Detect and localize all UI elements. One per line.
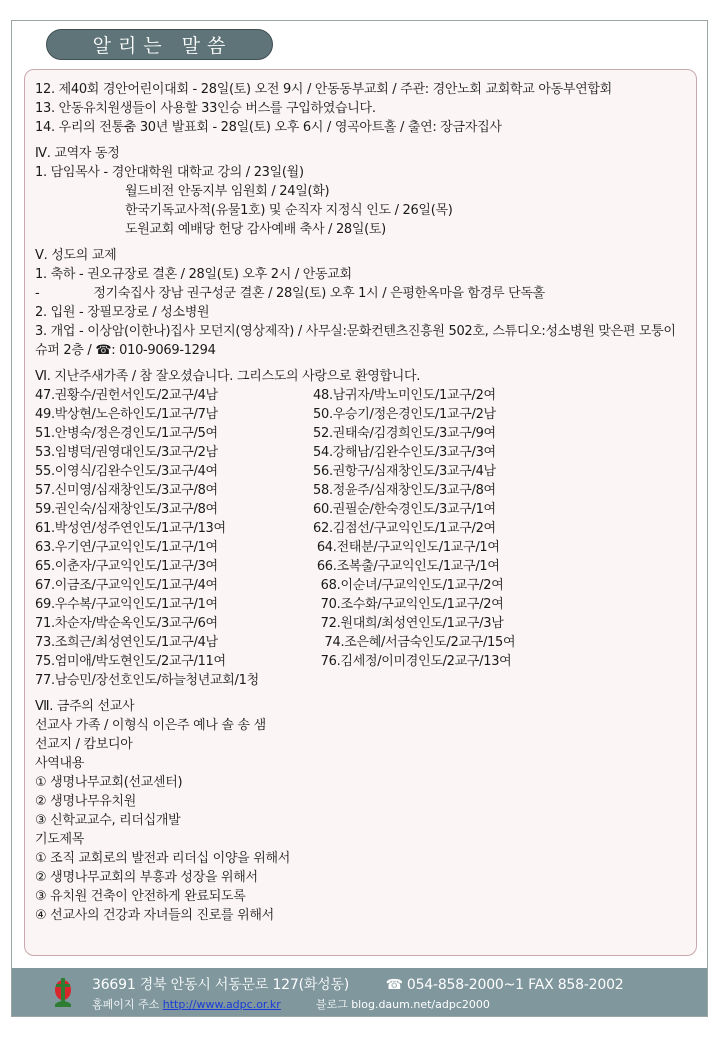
- list-item: 66.조복출/구교익인도/1교구/1여: [313, 559, 500, 574]
- footer: [12, 968, 707, 1016]
- list-item: 52.권태숙/김경희인도/3교구/9여: [313, 426, 496, 441]
- list-item: 72.원대희/최성연인도/1교구/3남: [313, 616, 504, 631]
- pastor-item-1: 1. 담임목사 - 경안대학원 대학교 강의 / 23일(월): [35, 165, 304, 180]
- list-item: 61.박성연/성주연인도/1교구/13여: [35, 521, 226, 536]
- list-item: 49.박상현/노은하인도/1교구/7남: [35, 407, 218, 422]
- list-item: 62.김점선/구교익인도/1교구/2여: [313, 521, 496, 536]
- fellowship-congrats: 1. 축하 - 권오규장로 결혼 / 28일(토) 오후 2시 / 안동교회: [35, 267, 352, 282]
- section-title-missionary: Ⅶ. 금주의 선교사: [35, 699, 135, 714]
- homepage-label: 홈페이지 주소: [92, 998, 160, 1011]
- list-item: 57.신미영/심재창인도/3교구/8여: [35, 483, 218, 498]
- list-item: 54.강해남/김완수인도/3교구/3여: [313, 445, 496, 460]
- list-item-last: 77.남승민/장선호인도/하늘청년교회/1청: [35, 673, 259, 688]
- footer-contact: [92, 974, 624, 994]
- prayer-item: ② 생명나무교회의 부흥과 성장을 위해서: [35, 870, 258, 885]
- church-logo-icon: [52, 976, 74, 1008]
- list-item: 74.조은혜/서금숙인도/2교구/15여: [313, 635, 516, 650]
- header-title: 알리는 말씀: [92, 35, 233, 57]
- list-item: 51.안병숙/정은경인도/1교구/5여: [35, 426, 218, 441]
- missionary-family: 선교사 가족 / 이형식 이은주 예나 솔 송 샘: [35, 718, 266, 733]
- notice-item-12: 12. 제40회 경안어린이대회 - 28일(토) 오전 9시 / 안동동부교회 / 주관: 경안노회 교회학교 아동부연합회: [35, 82, 612, 97]
- list-item: 67.이금조/구교익인도/1교구/4여: [35, 578, 218, 593]
- pastor-subitem: 월드비전 안동지부 임원회 / 24일(화): [125, 184, 330, 199]
- prayer-item: ④ 선교사의 건강과 자녀들의 진로를 위해서: [35, 908, 274, 923]
- fellowship-hospital: 2. 입원 - 장필모장로 / 성소병원: [35, 305, 210, 320]
- footer-phone: 054-858-2000~1 FAX 858-2002: [406, 977, 624, 993]
- fellowship-congrats-2: [35, 284, 684, 303]
- homepage-link[interactable]: http://www.adpc.or.kr: [162, 998, 281, 1011]
- prayer-item: ③ 유치원 건축이 안전하게 완료되도록: [35, 889, 246, 904]
- footer-address: 36691 경북 안동시 서동문로 127(화성동): [92, 977, 350, 993]
- fellowship-congrats-2-text: 정기숙집사 장남 권구성군 결혼 / 28일(토) 오후 1시 / 은평한옥마을 함경루 단독홀: [93, 286, 545, 301]
- list-item: 65.이춘자/구교익인도/1교구/3여: [35, 559, 218, 574]
- section-title-fellowship: Ⅴ. 성도의 교제: [35, 248, 117, 263]
- notice-item-14: 14. 우리의 전통춤 30년 발표회 - 28일(토) 오후 6시 / 영곡아트홀 / 출연: 장금자집사: [35, 120, 502, 135]
- list-item: 48.남귀자/박노미인도/1교구/2여: [313, 388, 496, 403]
- phone-icon: ☎: [385, 977, 403, 993]
- section-title-newcomers: Ⅵ. 지난주새가족 / 참 잘오셨습니다. 그리스도의 사랑으로 환영합니다.: [35, 369, 421, 384]
- section-header-tab: [46, 29, 273, 60]
- prayer-title: 기도제목: [35, 832, 85, 847]
- list-item: 53.임병덕/권영대인도/3교구/2남: [35, 445, 218, 460]
- list-item: 47.권황수/권헌서인도/2교구/4남: [35, 388, 218, 403]
- list-item: 55.이영식/김완수인도/3교구/4여: [35, 464, 218, 479]
- notice-item-13: 13. 안동유치원생들이 사용할 33인승 버스를 구입하였습니다.: [35, 101, 376, 116]
- list-item: 63.우기연/구교익인도/1교구/1여: [35, 540, 218, 555]
- list-item: 58.정윤주/심재창인도/3교구/8여: [313, 483, 496, 498]
- work-item: ③ 신학교교수, 리더십개발: [35, 813, 181, 828]
- prayer-item: ① 조직 교회로의 발전과 리더십 이양을 위해서: [35, 851, 290, 866]
- list-item: 50.우승기/정은경인도/1교구/2남: [313, 407, 496, 422]
- pastor-subitem: 도원교회 예배당 헌당 감사예배 축사 / 28일(토): [125, 222, 386, 237]
- work-title: 사역내용: [35, 756, 85, 771]
- missionary-field: 선교지 / 캄보디아: [35, 737, 133, 752]
- fellowship-opening: 3. 개업 - 이상암(이한나)집사 모던지(영상제작) / 사무실:문화컨텐츠진흥원 502호, 스튜디오:성소병원 맞은편 모퉁이슈퍼 2층 / ☎: 010-9069-1294: [35, 324, 676, 358]
- work-item: ① 생명나무교회(선교센터): [35, 775, 183, 790]
- list-item: 70.조수화/구교익인도/1교구/2여: [313, 597, 504, 612]
- list-item: 69.우수복/구교익인도/1교구/1여: [35, 597, 218, 612]
- work-item: ② 생명나무유치원: [35, 794, 136, 809]
- list-item: 71.차순자/박순옥인도/3교구/6여: [35, 616, 218, 631]
- list-item: 59.권인숙/심재창인도/3교구/8여: [35, 502, 218, 517]
- list-item: 56.권항구/심재창인도/3교구/4남: [313, 464, 496, 479]
- footer-links: [92, 996, 490, 1012]
- blog-address: 블로그 blog.daum.net/adpc2000: [315, 998, 490, 1011]
- list-item: 60.권필순/한숙경인도/3교구/1여: [313, 502, 496, 517]
- list-item: 68.이순녀/구교익인도/1교구/2여: [313, 578, 504, 593]
- notice-box: [24, 69, 697, 956]
- list-item: 64.전태분/구교익인도/1교구/1여: [313, 540, 500, 555]
- list-item: 75.엄미애/박도현인도/2교구/11여: [35, 654, 226, 669]
- section-title-pastor: Ⅳ. 교역자 동정: [35, 146, 120, 161]
- list-item: 76.김세정/이미경인도/2교구/13여: [313, 654, 512, 669]
- pastor-subitem: 한국기독교사적(유물1호) 및 순직자 지정식 인도 / 26일(목): [125, 203, 453, 218]
- newcomers-list: [35, 386, 684, 671]
- list-item: 73.조희근/최성연인도/1교구/4남: [35, 635, 218, 650]
- dash-marker: -: [35, 286, 40, 301]
